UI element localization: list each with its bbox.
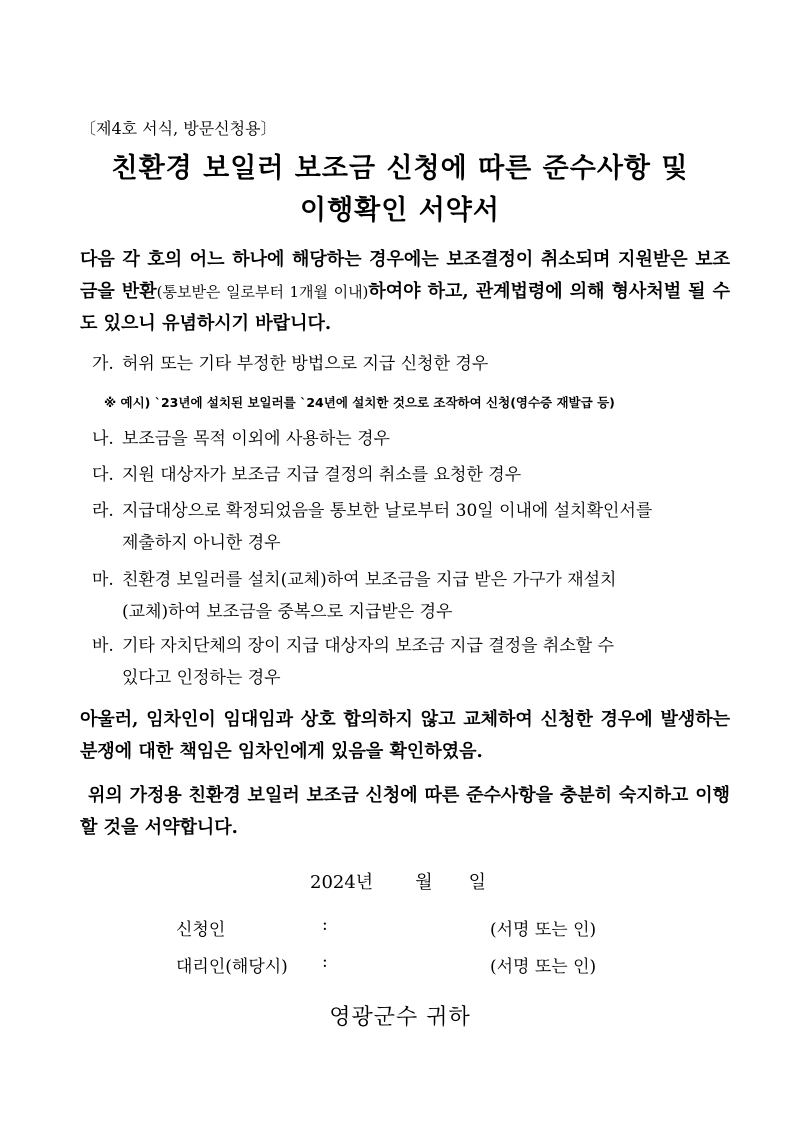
item-marker: 라. xyxy=(92,501,114,521)
tenant-responsibility-paragraph: 아울러, 임차인이 임대임과 상호 합의하지 않고 교체하여 신청한 경우에 발생하는 분쟁에 대한 책임은 임차인에게 있음을 확인하였음. xyxy=(80,709,730,762)
date-year: 2024년 xyxy=(310,872,374,893)
document-title-line1: 친환경 보일러 보조금 신청에 따른 준수사항 및 xyxy=(111,153,689,184)
item-text: 지급대상으로 확정되었음을 통보한 날로부터 30일 이내에 설치확인서를 xyxy=(122,501,653,521)
document-title-line2: 이행확인 서약서 xyxy=(300,195,500,226)
item-text: 지원 대상자가 보조금 지급 결정의 취소를 요청한 경우 xyxy=(122,465,522,485)
item-text-continued: 제출하지 아니한 경우 xyxy=(122,533,281,553)
condition-item xyxy=(92,495,732,559)
date-day: 일 xyxy=(468,872,486,893)
date-line xyxy=(310,868,486,894)
condition-item xyxy=(92,630,732,694)
agent-colon: : xyxy=(322,952,328,972)
intro-text-part1: 다음 각 호의 어느 하나에 해당하는 경우에는 보조결정이 취소되며 지원받은 보조금을 반환 xyxy=(80,249,730,302)
intro-paragraph xyxy=(80,244,730,340)
item-marker: 가. xyxy=(92,354,114,374)
item-text-continued: (교체)하여 보조금을 중복으로 지급받은 경우 xyxy=(122,602,453,622)
agent-label: 대리인(해당시) xyxy=(176,957,288,977)
item-text-continued: 있다고 인정하는 경우 xyxy=(122,668,281,688)
applicant-label: 신청인 xyxy=(176,920,226,940)
condition-item xyxy=(92,564,732,628)
item-marker: 바. xyxy=(92,636,114,656)
applicant-signature-field: (서명 또는 인) xyxy=(490,920,597,940)
item-text: 기타 자치단체의 장이 지급 대상자의 보조금 지급 결정을 취소할 수 xyxy=(122,636,615,656)
intro-text-note: (통보받은 일로부터 1개월 이내) xyxy=(156,283,369,301)
item-text: 보조금을 목적 이외에 사용하는 경우 xyxy=(122,429,390,449)
applicant-colon: : xyxy=(322,915,328,935)
date-month: 월 xyxy=(415,872,433,893)
item-marker: 나. xyxy=(92,429,114,449)
form-label: 〔제4호 서식, 방문신청용〕 xyxy=(80,119,277,138)
example-note: ※ 예시) `23년에 설치된 보일러를 `24년에 설치한 것으로 조작하여 신청(영수증 재발급 등) xyxy=(104,395,615,410)
condition-item xyxy=(92,423,732,455)
condition-item xyxy=(92,348,732,380)
item-marker: 마. xyxy=(92,570,114,590)
item-text: 친환경 보일러를 설치(교체)하여 보조금을 지급 받은 가구가 재설치 xyxy=(122,570,617,590)
intro-text-part2: 하여야 하고, 관계법령에 의해 형사처벌 될 수도 있으니 유념하시기 바랍니다. xyxy=(80,281,730,334)
item-text: 허위 또는 기타 부정한 방법으로 지급 신청한 경우 xyxy=(122,354,489,374)
item-marker: 다. xyxy=(92,465,114,485)
condition-item xyxy=(92,459,732,491)
agent-signature-field: (서명 또는 인) xyxy=(490,957,597,977)
pledge-paragraph: 위의 가정용 친환경 보일러 보조금 신청에 따른 준수사항을 충분히 숙지하고 이행할 것을 서약합니다. xyxy=(80,785,730,838)
addressee: 영광군수 귀하 xyxy=(329,1005,471,1030)
